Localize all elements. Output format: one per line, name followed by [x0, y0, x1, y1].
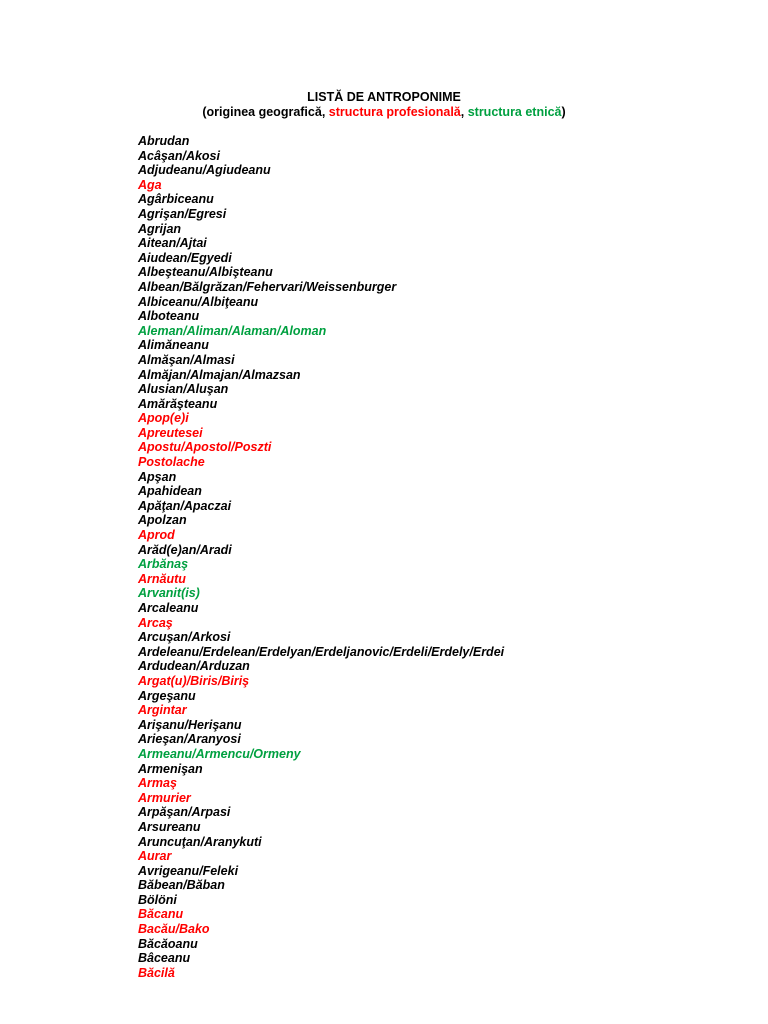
- list-item: Băbean/Băban: [138, 878, 225, 893]
- list-item: Apolzan: [138, 513, 187, 528]
- list-item: Aiudean/Egyedi: [138, 250, 232, 265]
- page-title: LISTĂ DE ANTROPONIME: [307, 90, 461, 104]
- list-item: Albeşteanu/Albişteanu: [138, 265, 273, 280]
- page-subtitle: [0, 105, 768, 120]
- list-item: Agrijan: [138, 221, 182, 236]
- list-item: Aitean/Ajtai: [138, 236, 207, 251]
- list-item: Amărăşteanu: [138, 396, 218, 411]
- list-item: Adjudeanu/Agiudeanu: [138, 163, 271, 178]
- list-item: Argintar: [138, 703, 187, 718]
- list-item: Băcilă: [138, 965, 175, 980]
- list-item: Arnăutu: [138, 571, 186, 586]
- list-item: Arvanit(is): [138, 586, 200, 601]
- list-item: Apop(e)i: [138, 411, 189, 426]
- subtitle-open: (originea geografică,: [202, 105, 329, 119]
- list-item: Armeanu/Armencu/Ormeny: [138, 746, 301, 761]
- list-item: Arbănaş: [138, 557, 189, 572]
- list-item: Avrigeanu/Feleki: [138, 863, 239, 878]
- list-item: Arişanu/Herişanu: [138, 717, 242, 732]
- list-item: Bâceanu: [138, 951, 191, 966]
- list-item: Almăşan/Almasi: [138, 352, 235, 367]
- list-item: Albiceanu/Albiţeanu: [138, 294, 259, 309]
- list-item: Armaş: [138, 776, 177, 791]
- list-item: Agârbiceanu: [138, 192, 214, 207]
- list-item: Alboteanu: [138, 309, 200, 324]
- list-item: Argat(u)/Biris/Biriş: [138, 673, 250, 688]
- list-item: Aleman/Aliman/Alaman/Aloman: [138, 323, 327, 338]
- list-item: Arcaleanu: [138, 601, 199, 615]
- list-item: Apăţan/Apaczai: [138, 498, 232, 513]
- list-item: Apşan: [138, 469, 177, 484]
- list-item: Postolache: [138, 455, 205, 470]
- list-item: Apreutesei: [138, 425, 203, 440]
- list-item: Abrudan: [138, 134, 190, 148]
- legend-ethnic: structura etnică: [467, 105, 562, 119]
- document-header: [0, 90, 768, 120]
- list-item: Agrişan/Egresi: [138, 206, 227, 221]
- list-item: Ardeleanu/Erdelean/Erdelyan/Erdeljanovic/Erdeli/Erdely/Erdei: [138, 644, 505, 659]
- list-item: Arcaş: [138, 615, 173, 630]
- list-item: Arieşan/Aranyosi: [138, 732, 241, 747]
- list-item: Alimăneanu: [138, 338, 209, 353]
- name-list: [138, 134, 504, 980]
- list-item: Apostu/Apostol/Poszti: [138, 440, 272, 455]
- list-item: Acâşan/Akosi: [138, 148, 220, 163]
- list-item: Arsureanu: [138, 819, 201, 834]
- list-item: Bacău/Bako: [138, 922, 210, 937]
- list-item: Argeşanu: [138, 688, 196, 703]
- subtitle-close: ): [561, 105, 566, 119]
- list-item: Apahidean: [138, 484, 202, 499]
- list-item: Alusian/Aluşan: [138, 382, 229, 397]
- list-item: Armurier: [138, 790, 191, 805]
- list-item: Aga: [138, 177, 162, 192]
- list-item: Arcuşan/Arkosi: [138, 630, 231, 645]
- list-item: Ardudean/Arduzan: [138, 659, 250, 674]
- list-item: Aurar: [138, 849, 172, 864]
- list-item: Arăd(e)an/Aradi: [138, 542, 232, 557]
- list-item: Băcăoanu: [138, 936, 198, 951]
- list-item: Albean/Bălgrăzan/Fehervari/Weissenburger: [138, 279, 397, 294]
- legend-professional: structura profesională: [328, 105, 461, 119]
- list-item: Aruncuţan/Aranykuti: [138, 834, 262, 849]
- list-item: Bölöni: [138, 892, 177, 907]
- list-item: Arpăşan/Arpasi: [138, 805, 231, 820]
- list-item: Armenişan: [138, 761, 203, 776]
- list-item: Băcanu: [138, 907, 184, 922]
- list-item: Almăjan/Almajan/Almazsan: [138, 367, 301, 382]
- subtitle-separator: ,: [460, 105, 468, 119]
- list-item: Aprod: [138, 528, 175, 543]
